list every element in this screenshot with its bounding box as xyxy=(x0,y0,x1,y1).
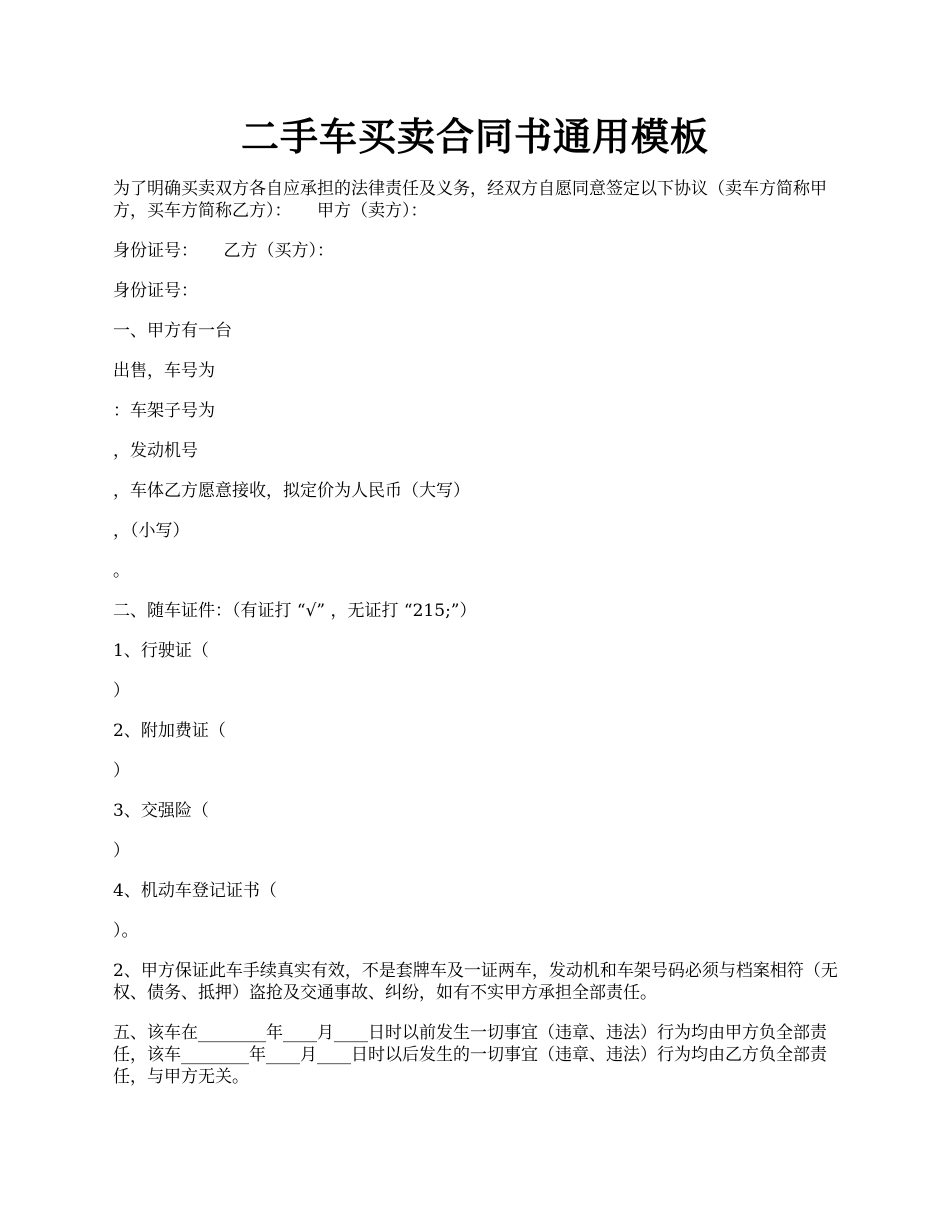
paragraph-period: 。 xyxy=(113,561,130,581)
paragraph-seller-id: 身份证号： 乙方（买方）： xyxy=(113,241,334,261)
paragraph-engine-number: ，发动机号 xyxy=(113,441,198,461)
paragraph-guarantee: 2、甲方保证此车手续真实有效，不是套牌车及一证两车，发动机和车架号码必须与档案相符（无权、债务、抵押）盗抢及交通事故、纠纷，如有不实甲方承担全部责任。 xyxy=(113,961,838,1003)
paragraph-plate-number: 出售，车号为 xyxy=(113,361,215,381)
document-title: 二手车买卖合同书通用模板 xyxy=(240,114,709,159)
paragraph-insurance: 3、交强险（ xyxy=(113,801,209,821)
paragraph-close-2: ） xyxy=(113,761,130,781)
paragraph-frame-number: ：车架子号为 xyxy=(113,401,215,421)
paragraph-close-1: ） xyxy=(113,681,130,701)
document-body xyxy=(113,178,841,1106)
paragraph-close-4: ）。 xyxy=(113,921,139,941)
paragraph-clause-5: 五、该车在________年____月____日时以前发生一切事宜（违章、违法）行为均由甲方负全部责任，该车________年____月____日时以后发生的一切事宜（违章、违法）行为均由乙方负全部责任，与甲方无关。 xyxy=(113,1023,827,1087)
paragraph-price-uppercase: ，车体乙方愿意接收，拟定价为人民币（大写） xyxy=(113,481,470,501)
paragraph-registration-cert: 4、机动车登记证书（ xyxy=(113,881,277,901)
paragraph-price-lowercase: ，（小写） xyxy=(113,521,190,541)
paragraph-surcharge-cert: 2、附加费证（ xyxy=(113,721,226,741)
paragraph-buyer-id: 身份证号： xyxy=(113,281,198,301)
paragraph-close-3: ） xyxy=(113,841,130,861)
paragraph-clause-2-documents: 二、随车证件：（有证打 “√” ，无证打 “215;”） xyxy=(113,601,477,621)
paragraph-driving-license: 1、行驶证（ xyxy=(113,641,209,661)
paragraph-intro: 为了明确买卖双方各自应承担的法律责任及义务，经双方自愿同意签定以下协议（卖车方简称甲方，买车方简称乙方）： 甲方（卖方）： xyxy=(113,179,827,221)
paragraph-clause-1: 一、甲方有一台 xyxy=(113,321,232,341)
